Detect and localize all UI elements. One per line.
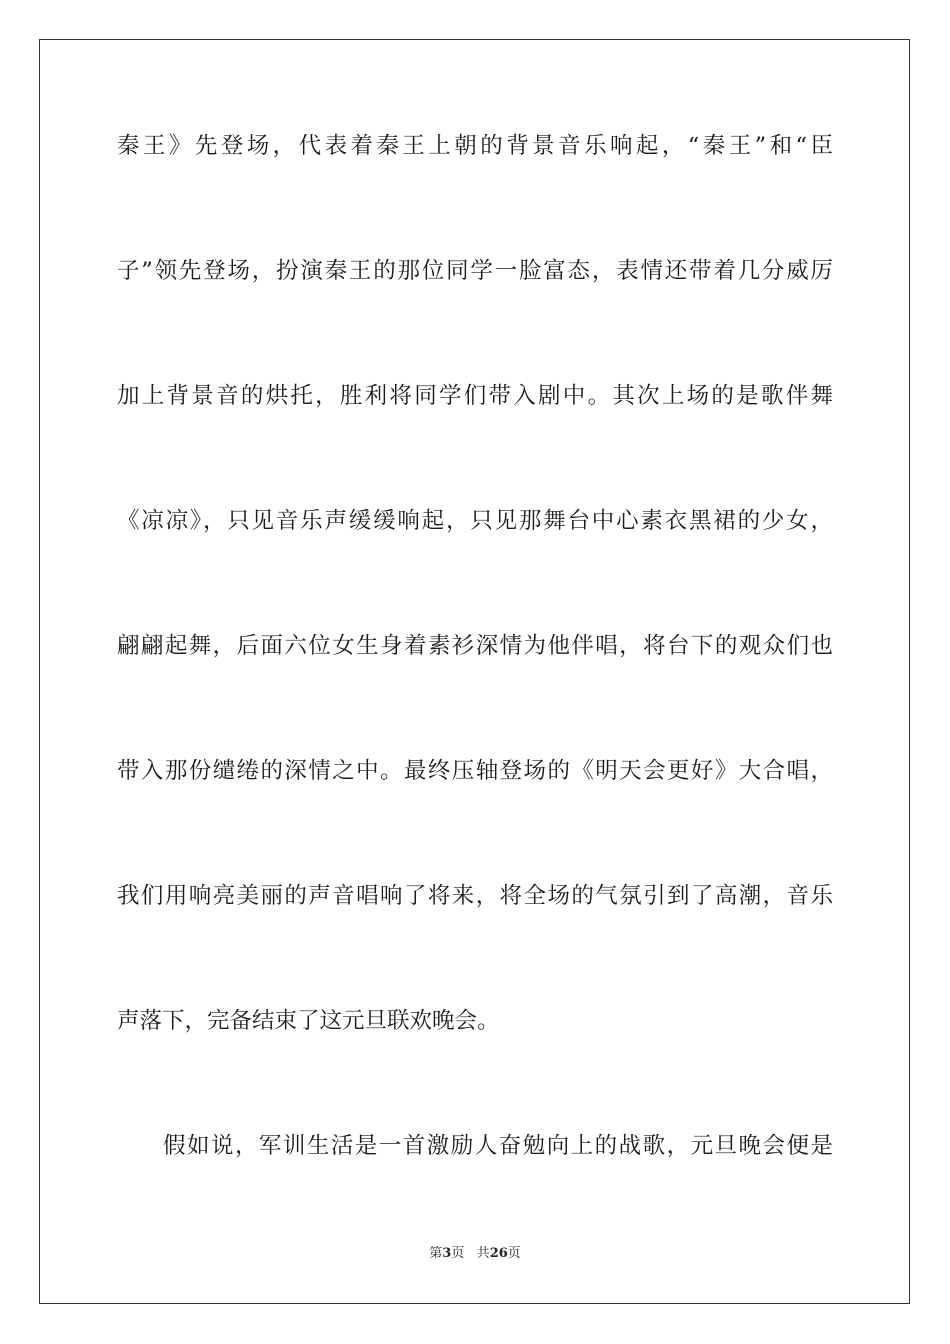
- text-line-1: 秦王》先登场，代表着秦王上朝的背景音乐响起，“秦王”和“臣: [117, 133, 833, 159]
- page-prefix: 第: [429, 1246, 443, 1261]
- text-line-5: 翩翩起舞，后面六位女生身着素衫深情为他伴唱，将台下的观众们也: [117, 633, 833, 659]
- page-footer: [0, 1244, 950, 1264]
- text-line-9: 假如说，军训生活是一首激励人奋勉向上的战歌，元旦晚会便是: [163, 1133, 833, 1159]
- total-suffix: 页: [507, 1246, 521, 1261]
- total-prefix: 共: [476, 1246, 490, 1261]
- text-line-4: 《凉凉》，只见音乐声缓缓响起，只见那舞台中心素衣黑裙的少女，: [117, 508, 833, 534]
- page-number: 3: [442, 1246, 452, 1261]
- text-line-6: 带入那份缱绻的深情之中。最终压轴登场的《明天会更好》大合唱，: [117, 758, 833, 784]
- text-line-3: 加上背景音的烘托，胜利将同学们带入剧中。其次上场的是歌伴舞: [117, 383, 833, 409]
- page-suffix: 页: [451, 1246, 465, 1261]
- text-line-8: 声落下，完备结束了这元旦联欢晚会。: [117, 1008, 500, 1034]
- total-pages: 26: [489, 1246, 508, 1261]
- text-line-2: 子”领先登场，扮演秦王的那位同学一脸富态，表情还带着几分威厉: [117, 258, 833, 284]
- page-border: [39, 39, 910, 1304]
- text-line-7: 我们用响亮美丽的声音唱响了将来，将全场的气氛引到了高潮，音乐: [117, 883, 833, 909]
